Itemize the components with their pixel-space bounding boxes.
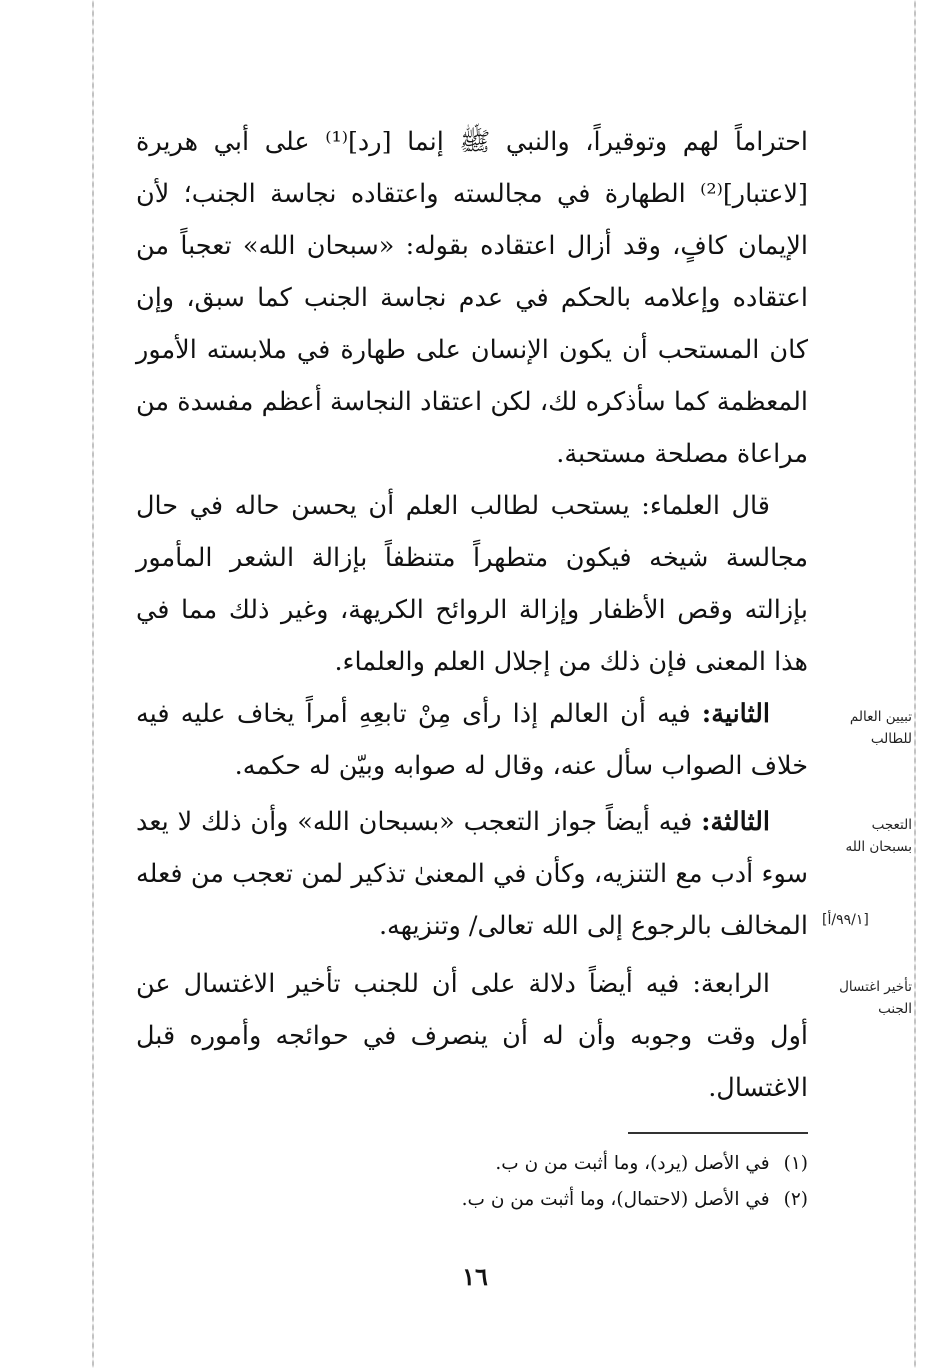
footnote-separator	[628, 1132, 808, 1134]
paragraph-1: احتراماً لهم وتوقيراً، والنبي ﷺ إنما [رد]⁽¹⁾ على أبي هريرة [لاعتبار]⁽²⁾ الطهارة في مجالسته واعتقاده نجاسة الجنب؛ لأن الإيمان كافٍ، وقد أزال اعتقاده بقوله: «سبحان الله» تعجباً من اعتقاده وإعلامه بالحكم في عدم نجاسة الجنب كما سبق، وإن كان المستحب أن يكون الإنسان على طهارة في ملابسته الأمور المعظمة كما سأذكره لك، لكن اعتقاد النجاسة أعظم مفسدة من مراعاة مصلحة مستحبة.	[136, 127, 808, 469]
footnote-1: (١)في الأصل (يرد)، وما أثبت من ن ب.	[495, 1153, 808, 1174]
section-4-text: فيه أيضاً دلالة على أن للجنب تأخير الاغتسال عن أول وقت وجوبه وأن له أن ينصرف في حوائجه وأموره قبل الاغتسال.	[136, 969, 808, 1103]
section-3-heading: الثالثة:	[701, 807, 770, 837]
section-4-heading: الرابعة:	[692, 969, 770, 999]
section-3	[136, 796, 808, 952]
paragraph-2: قال العلماء: يستحب لطالب العلم أن يحسن حاله في حال مجالسة شيخه فيكون متطهراً متنظفاً بإزالة الشعر المأمور بإزالته وقص الأظفار وإزالة الروائح الكريهة، وغير ذلك مما في هذا المعنى فإن ذلك من إجلال العلم والعلماء.	[136, 491, 808, 677]
manuscript-reference: [٩٩/١/أ]	[822, 912, 869, 928]
right-edge-dots	[914, 0, 916, 1368]
page-number: ١٦	[462, 1262, 488, 1291]
section-2-heading: الثانية:	[701, 699, 770, 729]
section-2	[136, 688, 808, 792]
margin-note-section-3: التعجب بسبحان الله	[845, 817, 912, 855]
section-4	[136, 958, 808, 1114]
margin-note-section-4: تأخير اغتسال الجنب	[839, 979, 912, 1017]
footnote-2: (٢)في الأصل (لاحتمال)، وما أثبت من ن ب.	[461, 1189, 808, 1210]
footnotes	[360, 1146, 808, 1218]
margin-note-section-2: تبيين العالم للطالب	[849, 709, 912, 747]
section-3-text: فيه أيضاً جواز التعجب «بسبحان الله» وأن ذلك لا يعد سوء أدب مع التنزيه، وكأن في المعنىٰ تذكير لمن تعجب من فعله المخالف بالرجوع إلى الله تعالى/ وتنزيهه.	[136, 807, 808, 941]
section-2-text: فيه أن العالم إذا رأى مِنْ تابعِهِ أمراً يخاف عليه فيه خلاف الصواب سأل عنه، وقال له صوابه وبيّن له حكمه.	[136, 699, 808, 781]
left-edge-dots	[92, 0, 94, 1368]
